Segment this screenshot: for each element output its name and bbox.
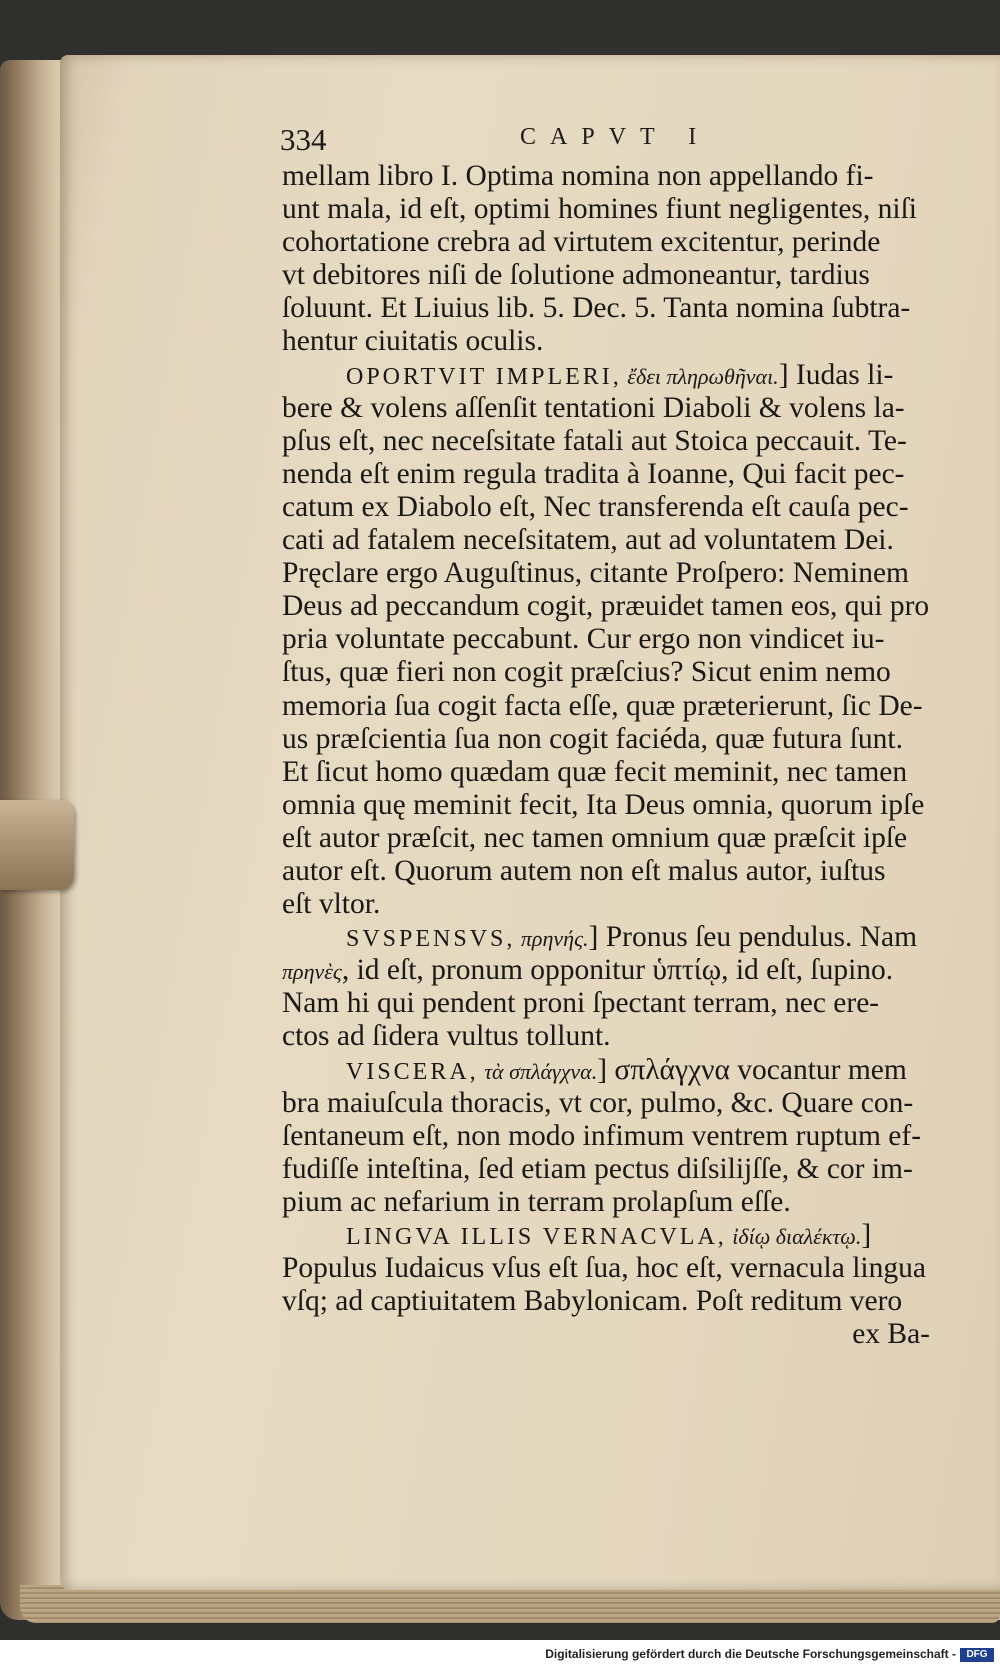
line-text: vt debitores niſi de ſolutione admoneantur, tardius (282, 259, 870, 292)
text-line (282, 193, 970, 226)
line-text: cohortatione crebra ad virtutem excitentur, perinde (282, 226, 881, 259)
line-text: ] Iudas li- (778, 358, 894, 391)
text-line (282, 789, 970, 822)
book-page-edges (20, 1585, 1000, 1623)
greek-phrase: ἰδίῳ διαλέκτῳ. (726, 1224, 862, 1249)
text-line (282, 690, 970, 723)
line-text: pria voluntate peccabunt. Cur ergo non vindicet iu- (282, 623, 885, 656)
line-text: us præſcientia ſua non cogit faciéda, quæ futura ſunt. (282, 722, 903, 755)
greek-phrase: πρηνὲς (282, 959, 342, 985)
footer (0, 1640, 1000, 1670)
text-line (282, 226, 970, 259)
greek-phrase: τὰ σπλάγχνα. (478, 1058, 598, 1084)
text-line (282, 1219, 970, 1252)
line-text: unt mala, id eſt, optimi homines fiunt negligentes, niſi (282, 193, 917, 226)
lemma: SVSPENSVS, (346, 926, 516, 953)
line-text: fudiſſe inteſtina, ſed etiam pectus diſsilijſſe, & cor im- (282, 1152, 913, 1185)
line-text: eſt autor præſcit, nec tamen omnium quæ præſcit ipſe (282, 821, 908, 854)
line-text: catum ex Diabolo eſt, Nec transferenda eſt cauſa pec- (282, 490, 909, 523)
greek-phrase: πρηνής. (515, 926, 589, 952)
text-line (282, 590, 970, 623)
line-text: ] Pronus ſeu pendulus. Nam (588, 921, 918, 954)
line-text: ] (861, 1219, 872, 1251)
page-header (280, 122, 950, 162)
book-clip (0, 800, 74, 890)
line-text: ] σπλάγχνα vocantur mem (597, 1053, 907, 1086)
line-text: omnia quę meminit fecit, Ita Deus omnia, quorum ipſe (282, 788, 925, 821)
text-line (282, 987, 970, 1020)
line-text: ex Ba- (852, 1318, 930, 1351)
text-line (282, 1285, 970, 1318)
lemma: LINGVA ILLIS VERNACVLA, (346, 1224, 727, 1250)
text-line (282, 954, 970, 987)
line-text: memoria ſua cogit facta eſſe, quæ præterierunt, ſic De- (282, 689, 923, 722)
body-text (282, 160, 970, 1351)
text-line (282, 425, 970, 458)
line-text: hentur ciuitatis oculis. (282, 325, 544, 358)
text-line (282, 1153, 970, 1186)
text-line (282, 325, 970, 358)
text-line (282, 1087, 970, 1120)
line-text: autor eſt. Quorum autem non eſt malus autor, iuſtus (282, 854, 886, 887)
line-text: Populus Iudaicus vſus eſt ſua, hoc eſt, vernacula lingua (282, 1252, 926, 1285)
lemma: VISCERA, (346, 1058, 479, 1085)
line-text: ſtus, quæ fieri non cogit præſcius? Sicut enim nemo (282, 656, 891, 689)
text-line (282, 855, 970, 888)
running-title: CAPVT I (520, 124, 711, 150)
text-line (282, 822, 970, 855)
text-line (282, 259, 970, 292)
line-text: nenda eſt enim regula tradita à Ioanne, Qui facit pec- (282, 457, 905, 490)
text-line (282, 756, 970, 789)
text-line (282, 160, 970, 193)
text-line (282, 392, 970, 425)
text-line (282, 359, 970, 392)
dfg-logo: DFG (960, 1648, 994, 1662)
text-line (282, 656, 970, 689)
text-line (282, 723, 970, 756)
line-text: Deus ad peccandum cogit, præuidet tamen eos, qui pro (282, 590, 930, 623)
line-text: Pręclare ergo Auguſtinus, citante Proſpero: Neminem (282, 557, 909, 590)
text-line (282, 557, 970, 590)
text-line (282, 1252, 970, 1285)
line-text: pſus eſt, nec neceſsitate fatali aut Stoica peccauit. Te- (282, 424, 907, 457)
line-text: , id eſt, pronum opponitur ὑπτίῳ, id eſt, ſupino. (341, 954, 894, 987)
text-line (282, 1186, 970, 1219)
line-text: vſq; ad captiuitatem Babylonicam. Poſt reditum vero (282, 1285, 903, 1318)
line-text: eſt vltor. (282, 888, 381, 921)
line-text: bra maiuſcula thoracis, vt cor, pulmo, &c. Quare con- (282, 1086, 914, 1119)
line-text: mellam libro I. Optima nomina non appellando fi- (282, 160, 874, 192)
line-text: Nam hi qui pendent proni ſpectant terram, nec ere- (282, 987, 880, 1020)
text-line (282, 1318, 970, 1351)
line-text: cati ad fatalem neceſsitatem, aut ad voluntatem Dei. (282, 524, 894, 557)
text-line (282, 524, 970, 557)
line-text: Et ſicut homo quædam quæ fecit meminit, nec tamen (282, 755, 908, 788)
footer-credit: Digitalisierung gefördert durch die Deutsche Forschungsgemeinschaft - (545, 1647, 956, 1661)
text-line (282, 623, 970, 656)
page-number: 334 (280, 122, 327, 157)
line-text: ſoluunt. Et Liuius lib. 5. Dec. 5. Tanta nomina ſubtra- (282, 292, 911, 325)
text-line (282, 888, 970, 921)
text-line (282, 292, 970, 325)
text-line (282, 921, 970, 954)
line-text: ctos ad ſidera vultus tollunt. (282, 1020, 611, 1053)
text-line (282, 458, 970, 491)
line-text: bere & volens aſſenſit tentationi Diaboli & volens la- (282, 391, 905, 424)
text-line (282, 1120, 970, 1153)
text-line (282, 491, 970, 524)
line-text: pium ac nefarium in terram prolapſum eſſe. (282, 1185, 791, 1218)
greek-phrase: ἔδει πληρωθῆναι. (621, 363, 779, 389)
text-line (282, 1020, 970, 1053)
text-line (282, 1054, 970, 1087)
line-text: ſentaneum eſt, non modo infimum ventrem ruptum ef- (282, 1119, 922, 1152)
lemma: OPORTVIT IMPLERI, (346, 363, 622, 390)
